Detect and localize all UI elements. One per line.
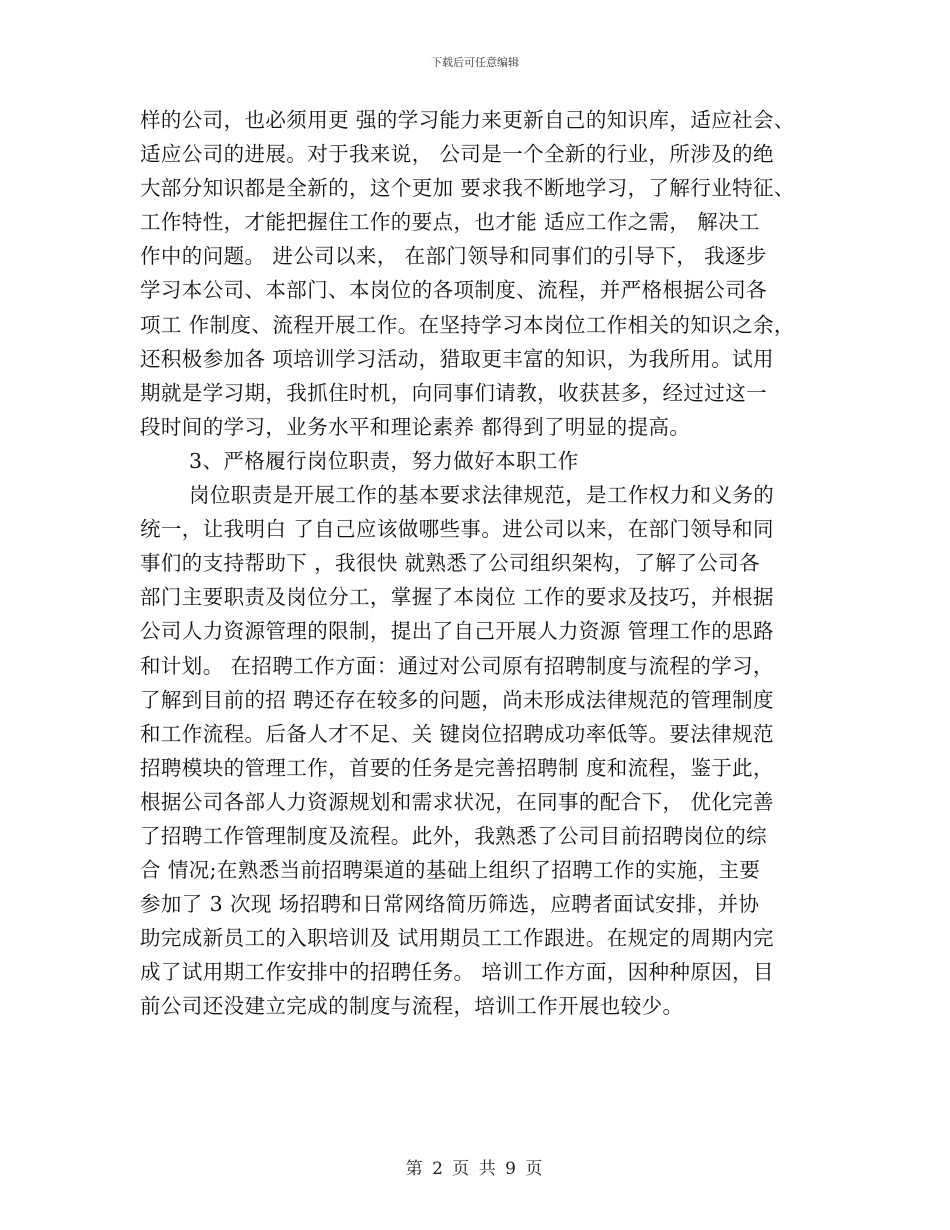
text-line: 和计划。 在招聘工作方面：通过对公司原有招聘制度与流程的学习， (140, 653, 774, 678)
text-line: 了招聘工作管理制度及流程。此外，我熟悉了公司目前招聘岗位的综 (140, 823, 767, 848)
body-text (140, 103, 830, 1024)
text-line: 段时间的学习，业务水平和理论素养 都得到了明显的提高。 (140, 414, 691, 439)
text-line: 前公司还没建立完成的制度与流程，培训工作开展也较少。 (140, 994, 684, 1019)
text-line: 期就是学习期，我抓住时机，向同事们请教，收获甚多，经过过这一 (140, 380, 767, 405)
text-line: 合 情况;在熟悉当前招聘渠道的基础上组织了招聘工作的实施，主要 (140, 858, 761, 883)
text-line: 助完成新员工的入职培训及 试用期员工工作跟进。在规定的周期内完 (140, 926, 774, 951)
text-line: 部门主要职责及岗位分工，掌握了本岗位 工作的要求及技巧，并根据 (140, 585, 774, 610)
text-line: 学习本公司、本部门、本岗位的各项制度、流程，并严格根据公司各 (140, 278, 767, 303)
text-line: 招聘模块的管理工作，首要的任务是完善招聘制 度和流程，鉴于此， (140, 755, 774, 780)
text-line: 事们的支持帮助下 ，我很快 就熟悉了公司组织架构，了解了公司各 (140, 551, 760, 576)
text-line: 项工 作制度、流程开展工作。在坚持学习本岗位工作相关的知识之余， (140, 312, 795, 337)
section-heading: 3、严格履行岗位职责，努力做好本职工作 (189, 448, 579, 473)
text-line: 工作特性，才能把握住工作的要点，也才能 适应工作之需， 解决工 (140, 210, 760, 235)
text-line: 还积极参加各 项培训学习活动，猎取更丰富的知识，为我所用。试用 (140, 346, 774, 371)
text-line: 适应公司的进展。对于我来说， 公司是一个全新的行业，所涉及的绝 (140, 142, 774, 167)
text-line: 和工作流程。后备人才不足、关 键岗位招聘成功率低等。要法律规范 (140, 721, 774, 746)
text-line: 根据公司各部人力资源规划和需求状况，在同事的配合下， 优化完善 (140, 789, 774, 814)
text-line: 样的公司，也必须用更 强的学习能力来更新自己的知识库，适应社会、 (140, 108, 795, 132)
text-line: 参加了 3 次现 场招聘和日常网络简历筛选，应聘者面试安排，并协 (140, 892, 760, 917)
text-line: 了解到目前的招 聘还存在较多的问题，尚未形成法律规范的管理制度 (140, 687, 774, 712)
text-line: 作中的问题。 进公司以来， 在部门领导和同事们的引导下， 我逐步 (140, 244, 767, 269)
text-line: 公司人力资源管理的限制，提出了自己开展人力资源 管理工作的思路 (140, 619, 774, 644)
page-header: 下载后可任意编辑 (431, 56, 519, 69)
text-line: 大部分知识都是全新的，这个更加 要求我不断地学习，了解行业特征、 (140, 176, 795, 201)
text-line: 岗位职责是开展工作的基本要求法律规范，是工作权力和义务的 (189, 483, 775, 508)
text-line: 成了试用期工作安排中的招聘任务。 培训工作方面，因种种原因，目 (140, 960, 774, 985)
text-line: 统一，让我明白 了自己应该做哪些事。进公司以来，在部门领导和同 (140, 517, 774, 542)
page-number: 第 2 页 共 9 页 (405, 1159, 545, 1179)
